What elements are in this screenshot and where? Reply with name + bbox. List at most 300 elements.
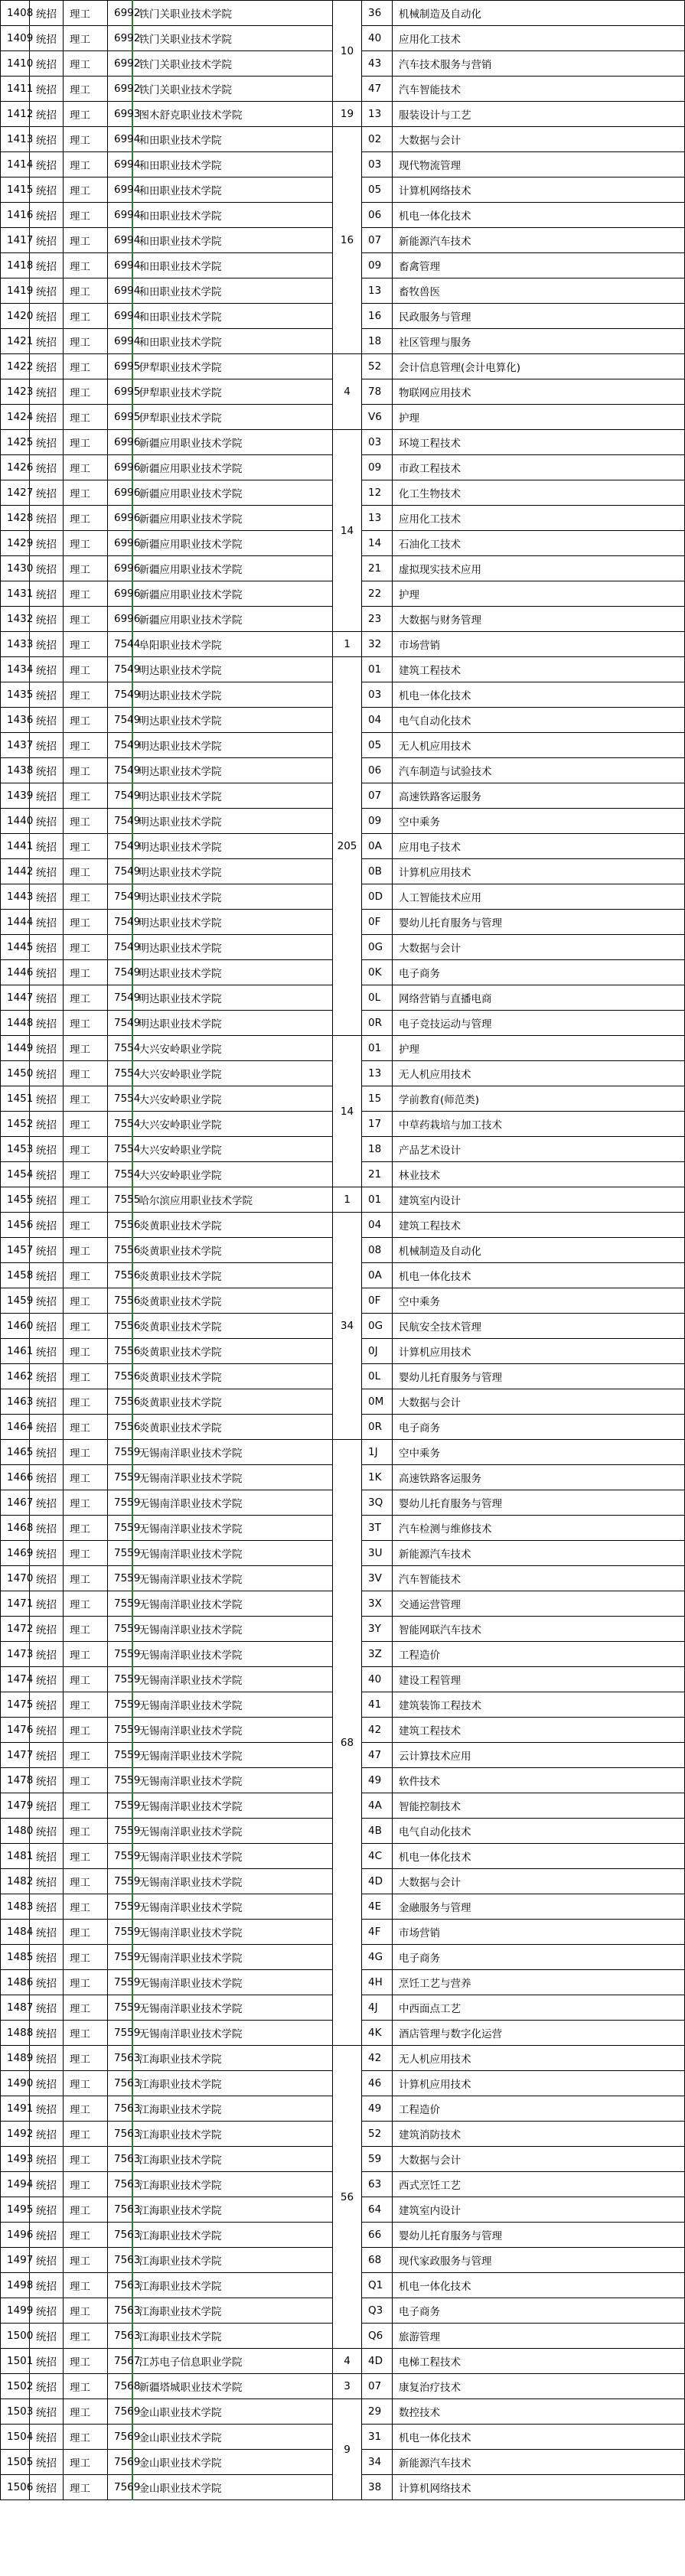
admission-type: 统招 (30, 253, 64, 278)
major-code: 42 (362, 1718, 393, 1743)
admission-type: 统招 (30, 2122, 64, 2147)
school-code: 7563 (108, 2046, 132, 2071)
major-name: 林业技术 (393, 1162, 685, 1187)
subject-category: 理工 (64, 2122, 108, 2147)
subject-category: 理工 (64, 379, 108, 405)
row-number: 1433 (1, 632, 30, 657)
row-number: 1452 (1, 1112, 30, 1137)
subject-category: 理工 (64, 278, 108, 304)
row-number: 1453 (1, 1137, 30, 1162)
major-name: 机电一体化技术 (393, 203, 685, 228)
major-name: 高速铁路客运服务 (393, 783, 685, 809)
subject-category: 理工 (64, 1238, 108, 1263)
admission-type: 统招 (30, 127, 64, 152)
admission-type: 统招 (30, 2298, 64, 2324)
row-number: 1457 (1, 1238, 30, 1263)
school-name: 炎黄职业技术学院 (132, 1288, 333, 1314)
school-name: 无锡南洋职业技术学院 (132, 1591, 333, 1617)
school-name: 大兴安岭职业学院 (132, 1112, 333, 1137)
major-code: 4C (362, 1844, 393, 1869)
subject-category: 理工 (64, 228, 108, 253)
major-name: 机械制造及自动化 (393, 1238, 685, 1263)
major-name: 服装设计与工艺 (393, 102, 685, 127)
row-number: 1448 (1, 1011, 30, 1036)
major-code: 4G (362, 1945, 393, 1970)
admission-type: 统招 (30, 1137, 64, 1162)
row-number: 1506 (1, 2475, 30, 2500)
subject-category: 理工 (64, 632, 108, 657)
school-name: 炎黄职业技术学院 (132, 1364, 333, 1389)
subject-category: 理工 (64, 1440, 108, 1465)
major-code: 12 (362, 480, 393, 506)
major-code: 32 (362, 632, 393, 657)
table-row (1, 127, 685, 152)
admission-type: 统招 (30, 379, 64, 405)
major-name: 计算机应用技术 (393, 1339, 685, 1364)
school-name: 江海职业技术学院 (132, 2248, 333, 2273)
plan-count: 4 (333, 354, 362, 430)
row-number: 1442 (1, 859, 30, 884)
school-name: 伊犁职业技术学院 (132, 354, 333, 379)
school-code: 6994 (108, 278, 132, 304)
major-code: 64 (362, 2197, 393, 2223)
subject-category: 理工 (64, 1364, 108, 1389)
major-code: 0R (362, 1415, 393, 1440)
school-code: 7559 (108, 2021, 132, 2046)
admission-type: 统招 (30, 2147, 64, 2172)
major-code: 1K (362, 1465, 393, 1490)
row-number: 1467 (1, 1490, 30, 1516)
subject-category: 理工 (64, 1566, 108, 1591)
school-name: 新疆应用职业技术学院 (132, 430, 333, 455)
subject-category: 理工 (64, 1036, 108, 1061)
admission-type: 统招 (30, 2374, 64, 2399)
major-name: 智能网联汽车技术 (393, 1617, 685, 1642)
row-number: 1446 (1, 960, 30, 985)
major-name: 电气自动化技术 (393, 708, 685, 733)
row-number: 1495 (1, 2197, 30, 2223)
admission-type: 统招 (30, 1768, 64, 1793)
school-name: 无锡南洋职业技术学院 (132, 1541, 333, 1566)
row-number: 1412 (1, 102, 30, 127)
school-code: 7549 (108, 657, 132, 682)
admission-type: 统招 (30, 1819, 64, 1844)
school-code: 7556 (108, 1364, 132, 1389)
school-code: 7559 (108, 1920, 132, 1945)
major-code: Q6 (362, 2324, 393, 2349)
row-number: 1427 (1, 480, 30, 506)
subject-category: 理工 (64, 2046, 108, 2071)
subject-category: 理工 (64, 203, 108, 228)
major-name: 建筑工程技术 (393, 1213, 685, 1238)
major-name: 建设工程管理 (393, 1667, 685, 1692)
school-name: 江海职业技术学院 (132, 2071, 333, 2096)
row-number: 1440 (1, 809, 30, 834)
row-number: 1464 (1, 1415, 30, 1440)
school-code: 6996 (108, 480, 132, 506)
major-name: 应用化工技术 (393, 26, 685, 51)
major-code: 06 (362, 758, 393, 783)
school-code: 7559 (108, 1970, 132, 1995)
table-row (1, 2349, 685, 2374)
major-name: 计算机应用技术 (393, 859, 685, 884)
subject-category: 理工 (64, 455, 108, 480)
major-code: 47 (362, 1743, 393, 1768)
row-number: 1455 (1, 1187, 30, 1213)
admission-type: 统招 (30, 1920, 64, 1945)
major-code: 41 (362, 1692, 393, 1718)
school-name: 和田职业技术学院 (132, 177, 333, 203)
school-code: 7556 (108, 1415, 132, 1440)
school-code: 7563 (108, 2147, 132, 2172)
school-name: 大兴安岭职业学院 (132, 1061, 333, 1086)
school-name: 明达职业技术学院 (132, 758, 333, 783)
row-number: 1444 (1, 910, 30, 935)
major-code: V6 (362, 405, 393, 430)
school-name: 新疆塔城职业技术学院 (132, 2374, 333, 2399)
school-code: 7563 (108, 2071, 132, 2096)
row-number: 1498 (1, 2273, 30, 2298)
admission-type: 统招 (30, 455, 64, 480)
admission-type: 统招 (30, 2172, 64, 2197)
school-name: 江海职业技术学院 (132, 2147, 333, 2172)
admission-type: 统招 (30, 102, 64, 127)
major-code: 21 (362, 556, 393, 581)
row-number: 1503 (1, 2399, 30, 2425)
row-number: 1435 (1, 682, 30, 708)
subject-category: 理工 (64, 1415, 108, 1440)
subject-category: 理工 (64, 1187, 108, 1213)
school-code: 6994 (108, 127, 132, 152)
row-number: 1499 (1, 2298, 30, 2324)
school-code: 6996 (108, 531, 132, 556)
row-number: 1409 (1, 26, 30, 51)
school-name: 和田职业技术学院 (132, 203, 333, 228)
major-code: 0D (362, 884, 393, 910)
major-code: 0L (362, 985, 393, 1011)
admission-type: 统招 (30, 935, 64, 960)
major-code: 0R (362, 1011, 393, 1036)
major-name: 电子商务 (393, 2298, 685, 2324)
major-code: 3Y (362, 1617, 393, 1642)
school-code: 7569 (108, 2425, 132, 2450)
school-code: 7568 (108, 2374, 132, 2399)
major-name: 交通运营管理 (393, 1591, 685, 1617)
row-number: 1496 (1, 2223, 30, 2248)
school-name: 江海职业技术学院 (132, 2172, 333, 2197)
school-code: 7559 (108, 1844, 132, 1869)
school-code: 7554 (108, 1036, 132, 1061)
row-number: 1413 (1, 127, 30, 152)
row-number: 1436 (1, 708, 30, 733)
school-code: 7559 (108, 1743, 132, 1768)
admission-type: 统招 (30, 2223, 64, 2248)
subject-category: 理工 (64, 1743, 108, 1768)
admission-type: 统招 (30, 2324, 64, 2349)
subject-category: 理工 (64, 1339, 108, 1364)
major-name: 机电一体化技术 (393, 1844, 685, 1869)
school-name: 新疆应用职业技术学院 (132, 556, 333, 581)
row-number: 1468 (1, 1516, 30, 1541)
major-name: 电子商务 (393, 1945, 685, 1970)
major-code: 14 (362, 531, 393, 556)
major-code: 16 (362, 304, 393, 329)
admission-type: 统招 (30, 430, 64, 455)
school-code: 7559 (108, 1869, 132, 1894)
subject-category: 理工 (64, 733, 108, 758)
admission-type: 统招 (30, 506, 64, 531)
major-name: 大数据与会计 (393, 1869, 685, 1894)
row-number: 1461 (1, 1339, 30, 1364)
subject-category: 理工 (64, 1793, 108, 1819)
subject-category: 理工 (64, 506, 108, 531)
subject-category: 理工 (64, 2298, 108, 2324)
major-code: 03 (362, 152, 393, 177)
school-name: 新疆应用职业技术学院 (132, 480, 333, 506)
school-name: 江海职业技术学院 (132, 2096, 333, 2122)
row-number: 1429 (1, 531, 30, 556)
major-code: 43 (362, 51, 393, 77)
school-code: 7563 (108, 2197, 132, 2223)
row-number: 1449 (1, 1036, 30, 1061)
row-number: 1476 (1, 1718, 30, 1743)
school-name: 伊犁职业技术学院 (132, 405, 333, 430)
row-number: 1425 (1, 430, 30, 455)
admission-type: 统招 (30, 1061, 64, 1086)
major-name: 电子商务 (393, 960, 685, 985)
plan-count: 1 (333, 1187, 362, 1213)
school-name: 无锡南洋职业技术学院 (132, 2021, 333, 2046)
plan-count: 1 (333, 632, 362, 657)
major-code: 4K (362, 2021, 393, 2046)
school-name: 无锡南洋职业技术学院 (132, 1692, 333, 1718)
school-code: 7563 (108, 2096, 132, 2122)
row-number: 1502 (1, 2374, 30, 2399)
subject-category: 理工 (64, 430, 108, 455)
school-code: 7556 (108, 1263, 132, 1288)
major-name: 工程造价 (393, 2096, 685, 2122)
admission-type: 统招 (30, 2096, 64, 2122)
school-name: 明达职业技术学院 (132, 708, 333, 733)
row-number: 1443 (1, 884, 30, 910)
school-name: 无锡南洋职业技术学院 (132, 1768, 333, 1793)
major-name: 学前教育(师范类) (393, 1086, 685, 1112)
school-name: 金山职业技术学院 (132, 2450, 333, 2475)
school-code: 7554 (108, 1162, 132, 1187)
row-number: 1470 (1, 1566, 30, 1591)
major-name: 婴幼儿托育服务与管理 (393, 1490, 685, 1516)
subject-category: 理工 (64, 26, 108, 51)
admission-type: 统招 (30, 304, 64, 329)
major-code: 59 (362, 2147, 393, 2172)
major-name: 网络营销与直播电商 (393, 985, 685, 1011)
admission-type: 统招 (30, 1844, 64, 1869)
subject-category: 理工 (64, 985, 108, 1011)
major-name: 新能源汽车技术 (393, 1541, 685, 1566)
major-code: 4E (362, 1894, 393, 1920)
admission-type: 统招 (30, 809, 64, 834)
subject-category: 理工 (64, 2324, 108, 2349)
school-code: 7569 (108, 2399, 132, 2425)
admission-type: 统招 (30, 1314, 64, 1339)
major-code: 08 (362, 1238, 393, 1263)
admission-type: 统招 (30, 1162, 64, 1187)
subject-category: 理工 (64, 1920, 108, 1945)
school-name: 铁门关职业技术学院 (132, 51, 333, 77)
row-number: 1486 (1, 1970, 30, 1995)
admission-type: 统招 (30, 2071, 64, 2096)
admission-type: 统招 (30, 1516, 64, 1541)
admission-type: 统招 (30, 1288, 64, 1314)
admission-type: 统招 (30, 1389, 64, 1415)
admission-type: 统招 (30, 1490, 64, 1516)
school-name: 明达职业技术学院 (132, 1011, 333, 1036)
subject-category: 理工 (64, 834, 108, 859)
major-name: 民航安全技术管理 (393, 1314, 685, 1339)
admission-type: 统招 (30, 1, 64, 26)
subject-category: 理工 (64, 405, 108, 430)
school-name: 新疆应用职业技术学院 (132, 581, 333, 607)
major-name: 建筑工程技术 (393, 657, 685, 682)
row-number: 1485 (1, 1945, 30, 1970)
subject-category: 理工 (64, 2071, 108, 2096)
row-number: 1483 (1, 1894, 30, 1920)
row-number: 1424 (1, 405, 30, 430)
school-code: 7563 (108, 2324, 132, 2349)
subject-category: 理工 (64, 1995, 108, 2021)
subject-category: 理工 (64, 2475, 108, 2500)
subject-category: 理工 (64, 1263, 108, 1288)
major-code: 31 (362, 2425, 393, 2450)
subject-category: 理工 (64, 2374, 108, 2399)
admission-type: 统招 (30, 2197, 64, 2223)
row-number: 1432 (1, 607, 30, 632)
major-code: 4H (362, 1970, 393, 1995)
row-number: 1458 (1, 1263, 30, 1288)
major-name: 畜禽管理 (393, 253, 685, 278)
row-number: 1478 (1, 1768, 30, 1793)
table-row (1, 102, 685, 127)
admission-type: 统招 (30, 884, 64, 910)
school-code: 6994 (108, 253, 132, 278)
admission-type: 统招 (30, 657, 64, 682)
major-code: 13 (362, 102, 393, 127)
subject-category: 理工 (64, 2425, 108, 2450)
major-name: 智能控制技术 (393, 1793, 685, 1819)
admission-type: 统招 (30, 2021, 64, 2046)
admission-type: 统招 (30, 480, 64, 506)
major-name: 机械制造及自动化 (393, 1, 685, 26)
subject-category: 理工 (64, 1692, 108, 1718)
school-name: 江海职业技术学院 (132, 2324, 333, 2349)
major-name: 现代家政服务与管理 (393, 2248, 685, 2273)
school-code: 7563 (108, 2122, 132, 2147)
major-name: 金融服务与管理 (393, 1894, 685, 1920)
row-number: 1431 (1, 581, 30, 607)
major-code: 3U (362, 1541, 393, 1566)
school-name: 明达职业技术学院 (132, 960, 333, 985)
major-code: 09 (362, 253, 393, 278)
row-number: 1426 (1, 455, 30, 480)
school-name: 明达职业技术学院 (132, 733, 333, 758)
major-name: 数控技术 (393, 2399, 685, 2425)
major-code: 78 (362, 379, 393, 405)
row-number: 1488 (1, 2021, 30, 2046)
subject-category: 理工 (64, 1970, 108, 1995)
school-name: 江苏电子信息职业学院 (132, 2349, 333, 2374)
school-code: 7559 (108, 1819, 132, 1844)
school-code: 7556 (108, 1238, 132, 1263)
major-name: 机电一体化技术 (393, 2273, 685, 2298)
major-code: 4D (362, 2349, 393, 2374)
row-number: 1447 (1, 985, 30, 1011)
school-code: 7549 (108, 985, 132, 1011)
subject-category: 理工 (64, 177, 108, 203)
school-code: 7549 (108, 783, 132, 809)
school-code: 7556 (108, 1213, 132, 1238)
major-code: 0K (362, 960, 393, 985)
admission-type: 统招 (30, 1718, 64, 1743)
major-name: 计算机应用技术 (393, 2071, 685, 2096)
admission-type: 统招 (30, 152, 64, 177)
major-code: 0G (362, 935, 393, 960)
school-name: 江海职业技术学院 (132, 2046, 333, 2071)
row-number: 1490 (1, 2071, 30, 2096)
school-code: 7549 (108, 960, 132, 985)
school-code: 6994 (108, 304, 132, 329)
row-number: 1450 (1, 1061, 30, 1086)
major-name: 市场营销 (393, 1920, 685, 1945)
major-code: 18 (362, 1137, 393, 1162)
row-number: 1445 (1, 935, 30, 960)
row-number: 1477 (1, 1743, 30, 1768)
subject-category: 理工 (64, 127, 108, 152)
subject-category: 理工 (64, 682, 108, 708)
table-row (1, 2374, 685, 2399)
major-code: 04 (362, 708, 393, 733)
school-code: 6995 (108, 354, 132, 379)
major-code: 40 (362, 26, 393, 51)
row-number: 1408 (1, 1, 30, 26)
subject-category: 理工 (64, 657, 108, 682)
school-name: 新疆应用职业技术学院 (132, 607, 333, 632)
admission-type: 统招 (30, 203, 64, 228)
major-code: 4D (362, 1869, 393, 1894)
subject-category: 理工 (64, 1617, 108, 1642)
major-name: 空中乘务 (393, 809, 685, 834)
school-name: 炎黄职业技术学院 (132, 1213, 333, 1238)
school-code: 7563 (108, 2273, 132, 2298)
subject-category: 理工 (64, 304, 108, 329)
admission-type: 统招 (30, 1339, 64, 1364)
admission-type: 统招 (30, 985, 64, 1011)
school-name: 无锡南洋职业技术学院 (132, 1894, 333, 1920)
major-code: 0A (362, 834, 393, 859)
subject-category: 理工 (64, 1894, 108, 1920)
school-name: 阜阳职业技术学院 (132, 632, 333, 657)
school-name: 铁门关职业技术学院 (132, 77, 333, 102)
plan-count: 9 (333, 2399, 362, 2500)
major-code: 09 (362, 809, 393, 834)
major-code: 63 (362, 2172, 393, 2197)
major-code: 3V (362, 1566, 393, 1591)
school-name: 无锡南洋职业技术学院 (132, 1819, 333, 1844)
school-code: 7559 (108, 1945, 132, 1970)
school-code: 7554 (108, 1086, 132, 1112)
row-number: 1471 (1, 1591, 30, 1617)
subject-category: 理工 (64, 1, 108, 26)
subject-category: 理工 (64, 1667, 108, 1692)
